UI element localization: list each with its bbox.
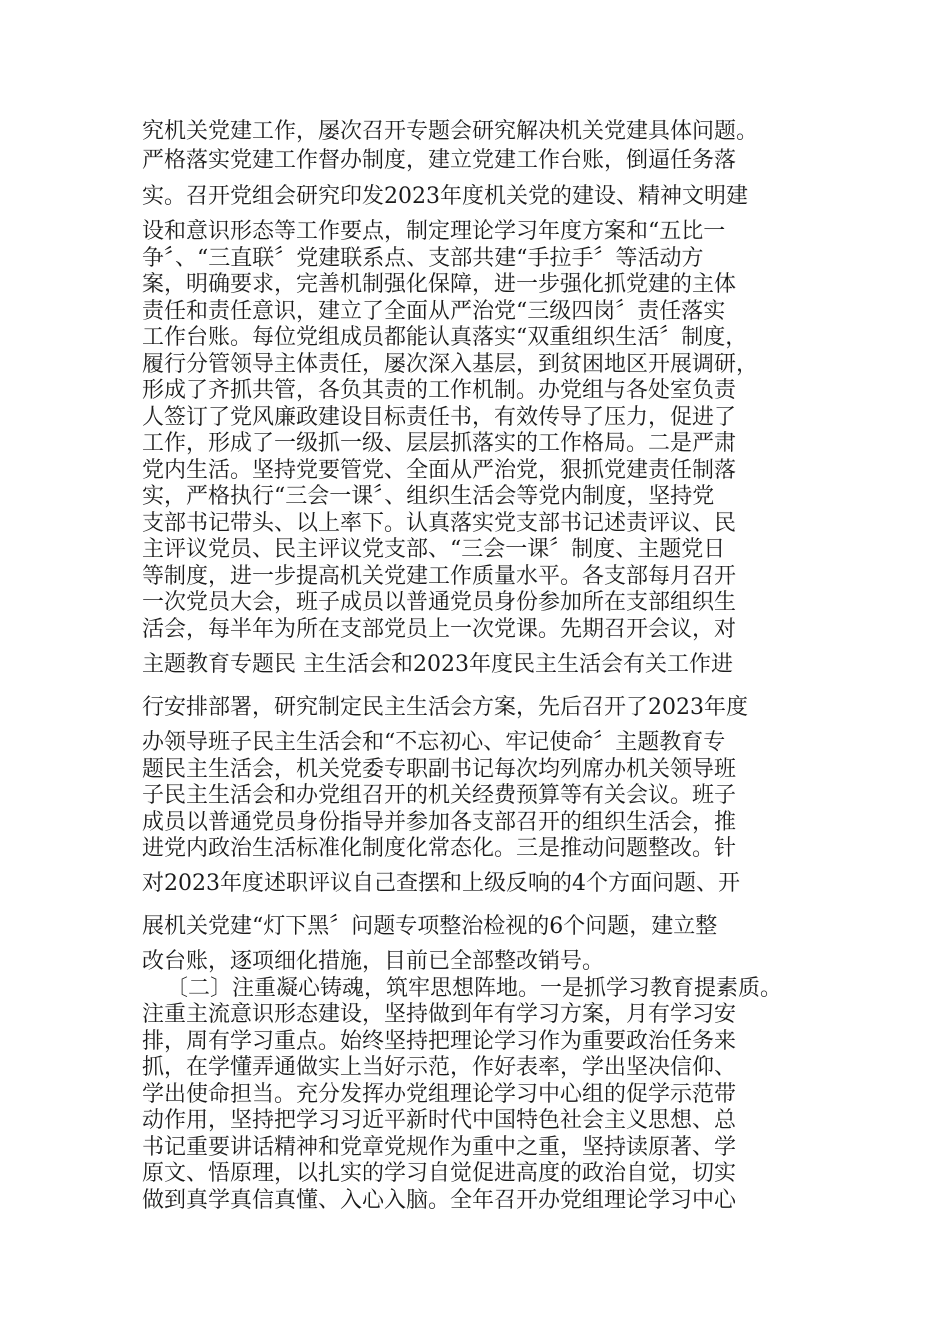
text-line: 做到真学真信真懂、入心入脑。全年召开办党组理论学习中心 <box>142 1188 737 1213</box>
text-line: 争〞、“三直联〞党建联系点、支部共建“手拉手〞等活动方 <box>142 246 704 271</box>
text-line: 排，周有学习重点。始终坚持把理论学习作为重要政治任务来 <box>142 1029 737 1054</box>
text-line: 对2023年度述职评议自己查摆和上级反响的4个方面问题、开 <box>142 871 740 896</box>
text-line: 改台账，逐项细化措施，目前已全部整改销号。 <box>142 949 605 974</box>
text-line: 实，严格执行“三会一课〞、组织生活会等党内制度，坚持党 <box>142 484 715 509</box>
text-line: 进党内政治生活标准化制度化常态化。三是推动问题整改。针 <box>142 836 737 861</box>
text-line: 人签订了党风廉政建设目标责任书，有效传导了压力，促进了 <box>142 405 737 430</box>
text-line: 履行分管领导主体责任，屡次深入基层，到贫困地区开展调研， <box>142 352 759 377</box>
text-line: 案，明确要求，完善机制强化保障，进一步强化抓党建的主体 <box>142 272 737 297</box>
text-line: 党内生活。坚持党要管党、全面从严治党，狠抓党建责任制落 <box>142 458 737 483</box>
text-line: 究机关党建工作，屡次召开专题会研究解决机关党建具体问题。 <box>142 119 759 144</box>
text-line: 支部书记带头、以上率下。认真落实党支部书记述责评议、民 <box>142 511 737 536</box>
text-line: 主评议党员、民主评议党支部、“三会一课〞制度、主题党日 <box>142 537 726 562</box>
text-line: 设和意识形态等工作要点，制定理论学习年度方案和“五比一 <box>142 219 726 244</box>
text-line: 责任和责任意识，建立了全面从严治党“三级四岗〞责任落实 <box>142 299 726 324</box>
text-line: 成员以普通党员身份指导并参加各支部召开的组织生活会，推 <box>142 810 737 835</box>
text-line: 工作台账。每位党组成员都能认真落实“双重组织生活〞制度， <box>142 325 748 350</box>
text-line: 子民主生活会和办党组召开的机关经费预算等有关会议。班子 <box>142 783 737 808</box>
text-line: 动作用，坚持把学习习近平新时代中国特色社会主义思想、总 <box>142 1108 737 1133</box>
text-line: 学出使命担当。充分发挥办党组理论学习中心组的促学示范带 <box>142 1082 737 1107</box>
text-line: 形成了齐抓共管，各负其责的工作机制。办党组与各处室负责 <box>142 378 737 403</box>
text-line: 注重主流意识形态建设，坚持做到年有学习方案，月有学习安 <box>142 1002 737 1027</box>
text-line: 一次党员大会，班子成员以普通党员身份参加所在支部组织生 <box>142 590 737 615</box>
text-line: 严格落实党建工作督办制度，建立党建工作台账，倒逼任务落 <box>142 148 737 173</box>
text-line: 〔二〕注重凝心铸魂，筑牢思想阵地。一是抓学习教育提素质。 <box>166 976 783 1001</box>
text-line: 主题教育专题民 主生活会和2023年度民主生活会有关工作进 <box>142 652 733 677</box>
text-line: 等制度，进一步提高机关党建工作质量水平。各支部每月召开 <box>142 564 737 589</box>
text-line: 活会，每半年为所在支部党员上一次党课。先期召开会议，对 <box>142 617 737 642</box>
text-line: 办领导班子民主生活会和“不忘初心、牢记使命〞主题教育专 <box>142 730 726 755</box>
text-line: 题民主生活会，机关党委专职副书记每次均列席办机关领导班 <box>142 757 737 782</box>
text-line: 原文、悟原理，以扎实的学习自觉促进高度的政治自觉，切实 <box>142 1161 737 1186</box>
text-line: 抓，在学懂弄通做实上当好示范，作好表率，学出坚决信仰、 <box>142 1055 737 1080</box>
text-line: 书记重要讲话精神和党章党规作为重中之重，坚持读原著、学 <box>142 1135 737 1160</box>
text-line: 展机关党建“灯下黑〞问题专项整治检视的6个问题，建立整 <box>142 914 718 939</box>
text-line: 工作，形成了一级抓一级、层层抓落实的工作格局。二是严肃 <box>142 431 737 456</box>
text-line: 行安排部署，研究制定民主生活会方案，先后召开了2023年度 <box>142 695 748 720</box>
text-line: 实。召开党组会研究印发2023年度机关党的建设、精神文明建 <box>142 184 748 209</box>
